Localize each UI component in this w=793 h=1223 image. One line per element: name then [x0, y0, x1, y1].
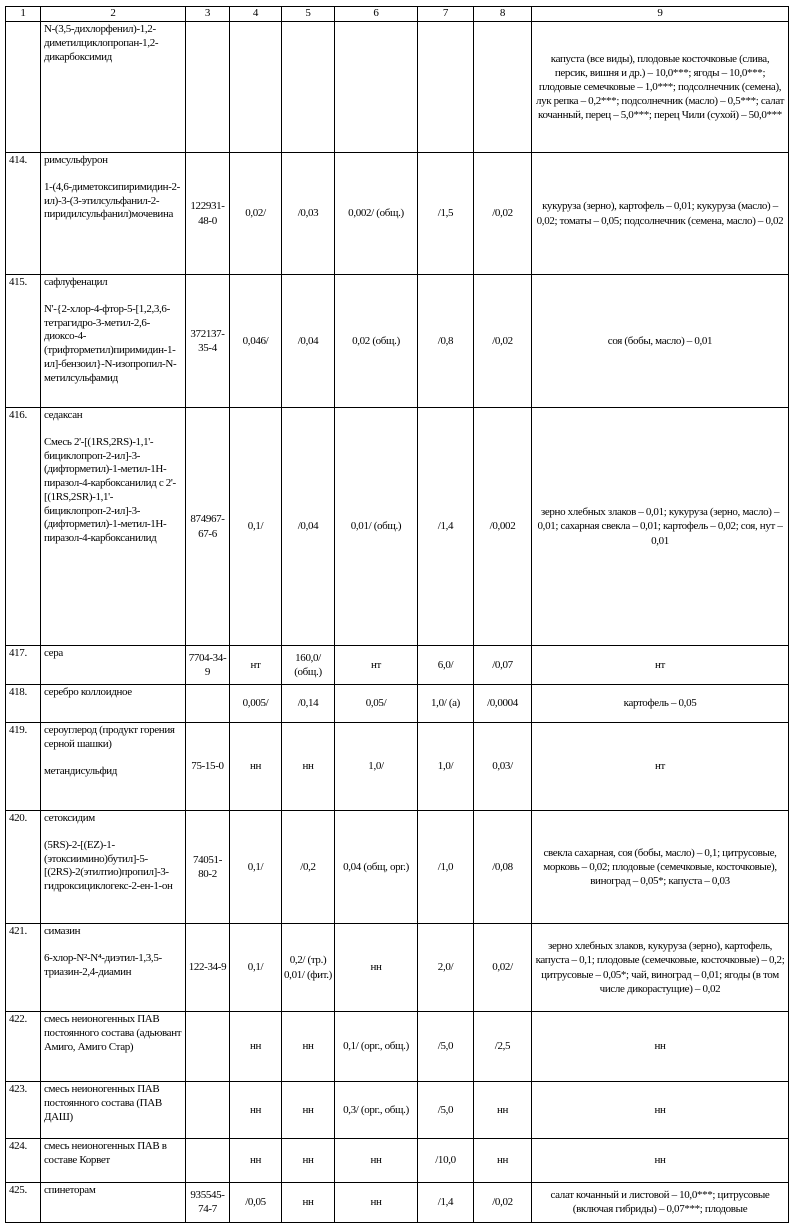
- substance-name: сафлуфенацил: [44, 276, 108, 288]
- residue-limits: кукуруза (зерно), картофель – 0,01; кукуруза (масло) – 0,02; томаты – 0,05; подсолнечник (семена, масло) – 0,02: [532, 153, 789, 275]
- row-number: [6, 22, 41, 153]
- table-row: [6, 275, 789, 408]
- substance-name: сетоксидим: [44, 812, 95, 824]
- value-col-8: нн: [474, 1082, 532, 1139]
- table-row: [6, 811, 789, 924]
- column-header: 1: [6, 7, 41, 22]
- substance-name-cell: [41, 924, 186, 1012]
- value-col-7: 6,0/: [418, 646, 474, 685]
- value-col-7: /1,0: [418, 811, 474, 924]
- value-col-6: 0,1/ (орг., общ.): [335, 1012, 418, 1082]
- substance-name: серебро коллоидное: [44, 686, 132, 698]
- cas-number: [186, 1012, 230, 1082]
- substance-name: смесь неионогенных ПАВ в составе Корвет: [44, 1140, 167, 1166]
- row-number: 419.: [6, 723, 41, 811]
- residue-limits: соя (бобы, масло) – 0,01: [532, 275, 789, 408]
- value-col-7: [418, 22, 474, 153]
- value-col-4: 0,1/: [230, 924, 282, 1012]
- column-header: 9: [532, 7, 789, 22]
- value-col-5: /0,03: [282, 153, 335, 275]
- value-col-8: /0,02: [474, 1182, 532, 1222]
- substance-name-cell: [41, 1139, 186, 1183]
- cas-number: [186, 685, 230, 723]
- substance-name: сера: [44, 647, 63, 659]
- row-number: 422.: [6, 1012, 41, 1082]
- table-row: [6, 924, 789, 1012]
- substance-name: седаксан: [44, 409, 83, 421]
- value-col-7: /1,5: [418, 153, 474, 275]
- cas-number: 74051-80-2: [186, 811, 230, 924]
- substance-name: спинеторам: [44, 1183, 96, 1196]
- row-number: 414.: [6, 153, 41, 275]
- table-row: [6, 685, 789, 723]
- column-header: 2: [41, 7, 186, 22]
- value-col-5: 160,0/ (общ.): [282, 646, 335, 685]
- residue-limits: нн: [532, 1082, 789, 1139]
- value-col-5: нн: [282, 1182, 335, 1222]
- value-col-6: 1,0/: [335, 723, 418, 811]
- substance-name-cell: [41, 685, 186, 723]
- substance-name: сероуглерод (продукт горения серной шашки): [44, 724, 175, 750]
- column-header: 6: [335, 7, 418, 22]
- value-col-5: нн: [282, 723, 335, 811]
- value-col-4: нт: [230, 646, 282, 685]
- substance-name: смесь неионогенных ПАВ постоянного состава (адьювант Амиго, Амиго Стар): [44, 1013, 182, 1053]
- cas-number: 122-34-9: [186, 924, 230, 1012]
- value-col-7: /1,4: [418, 1182, 474, 1222]
- value-col-7: /1,4: [418, 408, 474, 646]
- value-col-4: нн: [230, 1082, 282, 1139]
- value-col-7: /5,0: [418, 1082, 474, 1139]
- residue-limits: нн: [532, 1139, 789, 1183]
- value-col-8: /0,002: [474, 408, 532, 646]
- chemical-name: (5RS)-2-[(EZ)-1-(этоксиимино)бутил]-5-[(2RS)-2(этилтио)пропил]-3-гидроксициклогекс-2-ен-1-он: [44, 838, 173, 892]
- value-col-7: /10,0: [418, 1139, 474, 1183]
- row-number: 420.: [6, 811, 41, 924]
- column-header: 3: [186, 7, 230, 22]
- cas-number: 122931-48-0: [186, 153, 230, 275]
- residue-limits: нт: [532, 723, 789, 811]
- table-row: [6, 1182, 789, 1222]
- value-col-4: 0,02/: [230, 153, 282, 275]
- cas-number: 935545-74-7: [186, 1182, 230, 1222]
- cas-number: [186, 1082, 230, 1139]
- residue-limits: свекла сахарная, соя (бобы, масло) – 0,1; цитрусовые, морковь – 0,02; плодовые (семечковые, косточковые), виноград – 0,05*; капуста – 0,03: [532, 811, 789, 924]
- table-row: [6, 408, 789, 646]
- value-col-4: 0,046/: [230, 275, 282, 408]
- row-number: 417.: [6, 646, 41, 685]
- value-col-8: 0,03/: [474, 723, 532, 811]
- substance-name-cell: [41, 723, 186, 811]
- table-row: [6, 22, 789, 153]
- value-col-7: 1,0/: [418, 723, 474, 811]
- row-number: 421.: [6, 924, 41, 1012]
- value-col-7: 1,0/ (а): [418, 685, 474, 723]
- value-col-4: нн: [230, 1012, 282, 1082]
- table-row: [6, 646, 789, 685]
- row-number: 415.: [6, 275, 41, 408]
- value-col-6: [335, 22, 418, 153]
- chemical-name: N-(3,5-дихлорфенил)-1,2-диметилциклопропан-1,2-дикарбоксимид: [44, 23, 159, 63]
- value-col-8: /2,5: [474, 1012, 532, 1082]
- value-col-6: 0,01/ (общ.): [335, 408, 418, 646]
- value-col-6: нн: [335, 1139, 418, 1183]
- row-number: 425.: [6, 1182, 41, 1222]
- value-col-5: 0,2/ (тр.) 0,01/ (фит.): [282, 924, 335, 1012]
- substance-name-cell: [41, 646, 186, 685]
- value-col-8: /0,08: [474, 811, 532, 924]
- value-col-5: нн: [282, 1139, 335, 1183]
- substance-name-cell: [41, 1182, 186, 1222]
- chemical-name: Смесь 2'-[(1RS,2RS)-1,1'-бициклопроп-2-ил]-3-(дифторметил)-1-метил-1H-пиразол-4-карбоксанилид с 2'-[(1RS,2SR)-1,1'-бициклопроп-2-ил]-3-(дифторметил)-1-метил-1H-пиразол-4-карбоксанилид: [44, 435, 176, 544]
- substance-name: смесь неионогенных ПАВ постоянного состава (ПАВ ДАШ): [44, 1083, 162, 1123]
- cas-number: 7704-34-9: [186, 646, 230, 685]
- value-col-6: 0,05/: [335, 685, 418, 723]
- value-col-7: 2,0/: [418, 924, 474, 1012]
- value-col-6: 0,04 (общ, орг.): [335, 811, 418, 924]
- value-col-6: 0,3/ (орг., общ.): [335, 1082, 418, 1139]
- table-row: [6, 153, 789, 275]
- value-col-4: 0,1/: [230, 408, 282, 646]
- value-col-5: /0,04: [282, 275, 335, 408]
- value-col-5: нн: [282, 1012, 335, 1082]
- value-col-6: нт: [335, 646, 418, 685]
- cas-number: 372137-35-4: [186, 275, 230, 408]
- column-header: 8: [474, 7, 532, 22]
- value-col-8: /0,02: [474, 275, 532, 408]
- value-col-4: нн: [230, 723, 282, 811]
- value-col-5: [282, 22, 335, 153]
- row-number: 424.: [6, 1139, 41, 1183]
- value-col-4: 0,005/: [230, 685, 282, 723]
- column-header: 7: [418, 7, 474, 22]
- value-col-8: /0,07: [474, 646, 532, 685]
- value-col-4: 0,1/: [230, 811, 282, 924]
- value-col-5: /0,14: [282, 685, 335, 723]
- value-col-8: /0,0004: [474, 685, 532, 723]
- substance-name-cell: [41, 408, 186, 646]
- residue-limits: зерно хлебных злаков – 0,01; кукуруза (зерно, масло) – 0,01; сахарная свекла – 0,01; картофель – 0,02; соя, нут – 0,01: [532, 408, 789, 646]
- substance-name-cell: [41, 811, 186, 924]
- substance-name-cell: [41, 1012, 186, 1082]
- table-row: [6, 723, 789, 811]
- value-col-7: /5,0: [418, 1012, 474, 1082]
- cas-number: 874967-67-6: [186, 408, 230, 646]
- column-header: 4: [230, 7, 282, 22]
- substance-name-cell: [41, 22, 186, 153]
- residue-limits: капуста (все виды), плодовые косточковые (слива, персик, вишня и др.) – 10,0***; ягоды – 10,0***; плодовые семечковые – 1,0***; подсолнечник (семена), лук репка – 0,2***; подсолнечник (масло) – 0,5***; салат кочанный, перец – 5,0***; перец Чили (сухой) – 50,0***: [532, 22, 789, 153]
- value-col-7: /0,8: [418, 275, 474, 408]
- residue-limits: салат кочанный и листовой – 10,0***; цитрусовые (включая гибриды) – 0,07***; плодовые: [532, 1182, 789, 1222]
- row-number: 423.: [6, 1082, 41, 1139]
- residue-limits: нт: [532, 646, 789, 685]
- pesticide-table: [5, 6, 789, 1223]
- chemical-name: метандисульфид: [44, 764, 118, 777]
- substance-name: римсульфурон: [44, 154, 108, 166]
- table-row: [6, 1139, 789, 1183]
- value-col-4: нн: [230, 1139, 282, 1183]
- value-col-6: нн: [335, 1182, 418, 1222]
- chemical-name: N'-{2-хлор-4-фтор-5-[1,2,3,6-тетрагидро-3-метил-2,6-диоксо-4-(трифторметил)пиримидин-1-ил]-бензоил}-N-изопропил-N-метилсульфамид: [44, 302, 177, 384]
- substance-name-cell: [41, 275, 186, 408]
- value-col-5: нн: [282, 1082, 335, 1139]
- document-page: [5, 6, 788, 1216]
- row-number: 416.: [6, 408, 41, 646]
- value-col-8: [474, 22, 532, 153]
- table-row: [6, 1012, 789, 1082]
- value-col-5: /0,2: [282, 811, 335, 924]
- value-col-8: /0,02: [474, 153, 532, 275]
- row-number: 418.: [6, 685, 41, 723]
- value-col-8: нн: [474, 1139, 532, 1183]
- value-col-4: /0,05: [230, 1182, 282, 1222]
- cas-number: [186, 22, 230, 153]
- cas-number: 75-15-0: [186, 723, 230, 811]
- column-header: 5: [282, 7, 335, 22]
- table-header-row: [6, 7, 789, 22]
- table-row: [6, 1082, 789, 1139]
- residue-limits: зерно хлебных злаков, кукуруза (зерно), картофель, капуста – 0,1; плодовые (семечковые, косточковые) – 0,2; цитрусовые – 0,05*; чай, виноград – 0,01; ягоды (в том числе дикорастущие) – 0,02: [532, 924, 789, 1012]
- substance-name-cell: [41, 1082, 186, 1139]
- value-col-5: /0,04: [282, 408, 335, 646]
- value-col-6: нн: [335, 924, 418, 1012]
- residue-limits: картофель – 0,05: [532, 685, 789, 723]
- substance-name-cell: [41, 153, 186, 275]
- value-col-6: 0,002/ (общ.): [335, 153, 418, 275]
- chemical-name: 1-(4,6-диметоксипиримидин-2-ил)-3-(3-этилсульфанил-2-пиридилсульфанил)мочевина: [44, 180, 180, 221]
- chemical-name: 6-хлор-N²-N⁴-диэтил-1,3,5-триазин-2,4-диамин: [44, 951, 162, 978]
- value-col-6: 0,02 (общ.): [335, 275, 418, 408]
- value-col-8: 0,02/: [474, 924, 532, 1012]
- value-col-4: [230, 22, 282, 153]
- residue-limits: нн: [532, 1012, 789, 1082]
- substance-name: симазин: [44, 925, 81, 937]
- cas-number: [186, 1139, 230, 1183]
